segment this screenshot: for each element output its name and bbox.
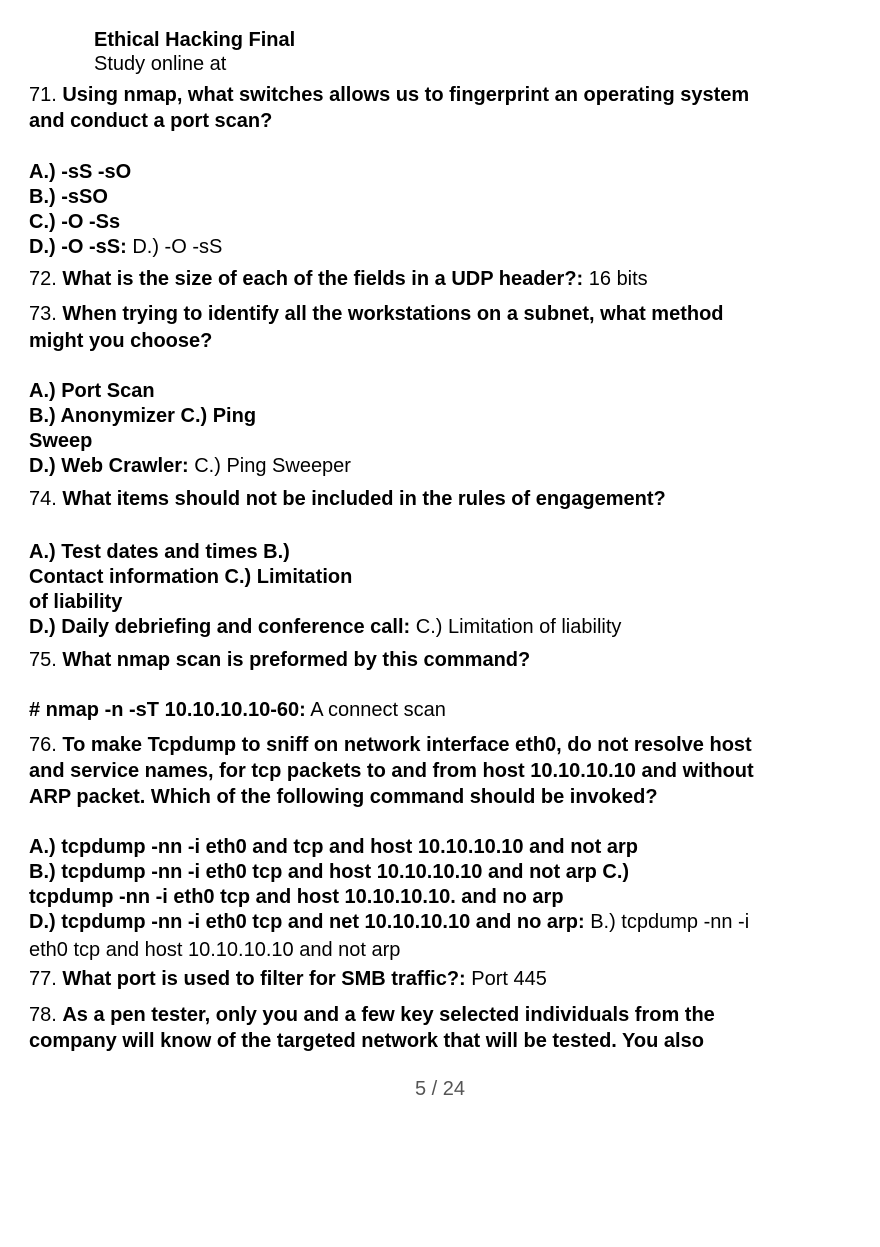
q74-option-d: D.) Daily debriefing and conference call: C.) Limitation of liability xyxy=(29,616,622,638)
q76-answer-cont: eth0 tcp and host 10.10.10.10 and not arp xyxy=(29,939,401,961)
q71-option-c: C.) -O -Ss xyxy=(29,211,121,233)
q76-question-line2: and service names, for tcp packets to and from host 10.10.10.10 and without xyxy=(29,760,754,782)
q73-option-b: B.) Anonymizer C.) Ping xyxy=(29,405,257,427)
q76-option-d: D.) tcpdump -nn -i eth0 tcp and net 10.10.10.10 and no arp: B.) tcpdump -nn -i xyxy=(29,911,750,933)
q73-option-a: A.) Port Scan xyxy=(29,380,155,402)
page-number: 5 / 24 xyxy=(414,1078,466,1100)
q72-answer: 16 bits xyxy=(583,268,648,290)
q76-question-line3: ARP packet. Which of the following command should be invoked? xyxy=(29,786,658,808)
q72-line: 72. What is the size of each of the fields in a UDP header?: 16 bits xyxy=(29,268,648,290)
q73-question-line1: 73. When trying to identify all the workstations on a subnet, what method xyxy=(29,303,724,325)
q74-options-line1: A.) Test dates and times B.) xyxy=(29,541,290,563)
q74-question: 74. What items should not be included in the rules of engagement? xyxy=(29,488,666,510)
q77-line: 77. What port is used to filter for SMB traffic?: Port 445 xyxy=(29,968,547,990)
q74-answer: C.) Limitation of liability xyxy=(410,616,622,638)
q74-options-line2: Contact information C.) Limitation xyxy=(29,566,353,588)
q71-question-line2: and conduct a port scan? xyxy=(29,110,273,132)
q76-options-line1: A.) tcpdump -nn -i eth0 and tcp and host 10.10.10.10 and not arp xyxy=(29,836,638,858)
q76-options-line2: B.) tcpdump -nn -i eth0 tcp and host 10.10.10.10 and not arp C.) xyxy=(29,861,630,883)
q71-question-line1: 71. Using nmap, what switches allows us to fingerprint an operating system xyxy=(29,84,750,106)
q73-option-d: D.) Web Crawler: C.) Ping Sweeper xyxy=(29,455,351,477)
q73-option-b-cont: Sweep xyxy=(29,430,93,452)
q71-option-d: D.) -O -sS: D.) -O -sS xyxy=(29,236,223,258)
q75-command: # nmap -n -sT 10.10.10.10-60: A connect scan xyxy=(29,699,446,721)
q77-answer: Port 445 xyxy=(465,968,547,990)
q71-option-a: A.) -sS -sO xyxy=(29,161,132,183)
q76-question-line1: 76. To make Tcpdump to sniff on network interface eth0, do not resolve host xyxy=(29,734,752,756)
document-title: Ethical Hacking Final xyxy=(94,29,296,51)
q76-options-line3: tcpdump -nn -i eth0 tcp and host 10.10.10.10. and no arp xyxy=(29,886,564,908)
q75-question: 75. What nmap scan is preformed by this command? xyxy=(29,649,531,671)
document-subtitle: Study online at xyxy=(94,53,227,75)
q78-question-line2: company will know of the targeted network that will be tested. You also xyxy=(29,1030,704,1052)
q78-question-line1: 78. As a pen tester, only you and a few key selected individuals from the xyxy=(29,1004,715,1026)
q71-option-b: B.) -sSO xyxy=(29,186,108,208)
q73-answer: C.) Ping Sweeper xyxy=(188,455,351,477)
q74-options-line3: of liability xyxy=(29,591,123,613)
q76-answer: B.) tcpdump -nn -i xyxy=(584,911,750,933)
q75-answer: A connect scan xyxy=(305,699,446,721)
q71-answer: D.) -O -sS xyxy=(126,236,223,258)
q73-question-line2: might you choose? xyxy=(29,330,213,352)
